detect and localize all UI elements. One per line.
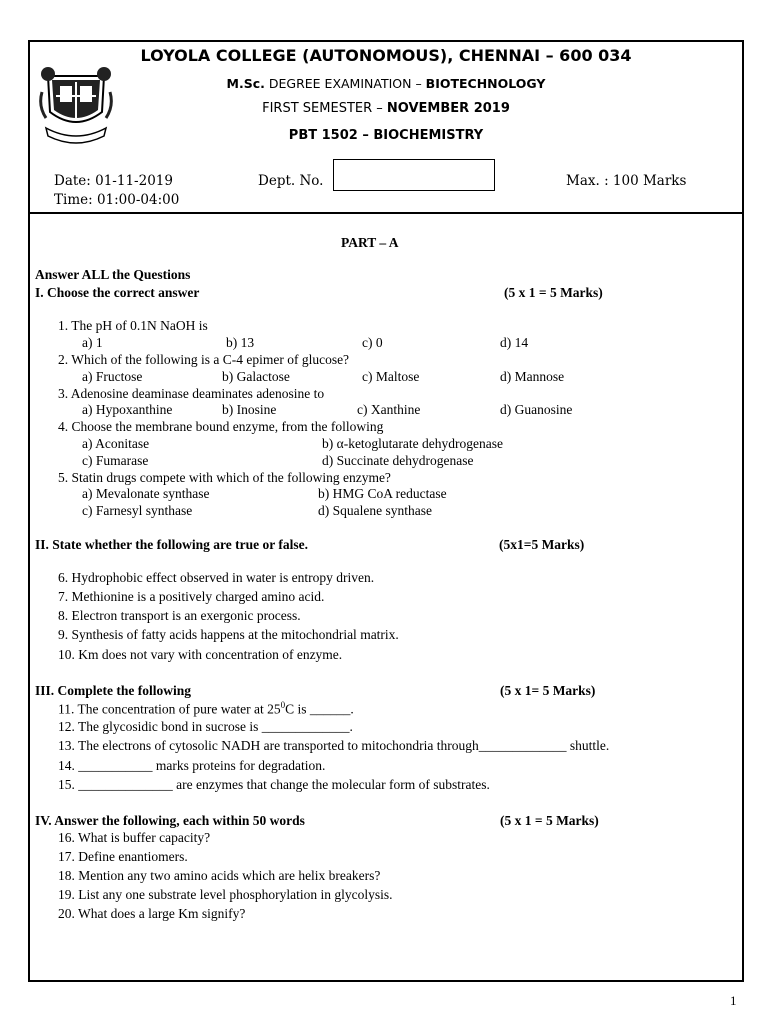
question-1: 1. The pH of 0.1N NaOH is	[58, 318, 208, 333]
q1-option-a: a) 1	[82, 335, 103, 350]
section-2-title: II. State whether the following are true or false.	[35, 537, 308, 552]
question-15: 15. ______________ are enzymes that change the molecular form of substrates.	[58, 777, 490, 792]
instruction: Answer ALL the Questions	[35, 267, 191, 282]
question-14: 14. ___________ marks proteins for degradation.	[58, 758, 326, 773]
section-4-title: IV. Answer the following, each within 50 words	[35, 813, 305, 828]
question-4: 4. Choose the membrane bound enzyme, from the following	[58, 419, 384, 434]
q5-option-c: c) Farnesyl synthase	[82, 503, 193, 518]
q2-option-b: b) Galactose	[222, 369, 290, 384]
degree-line: M.Sc. DEGREE EXAMINATION – BIOTECHNOLOGY	[226, 76, 546, 91]
q2-option-c: c) Maltose	[362, 369, 420, 384]
section-4-marks: (5 x 1 = 5 Marks)	[500, 813, 599, 828]
dept-label: Dept. No.	[258, 173, 324, 189]
q5-option-b: b) HMG CoA reductase	[318, 486, 447, 501]
section-1-marks: (5 x 1 = 5 Marks)	[504, 285, 603, 300]
q3-option-a: a) Hypoxanthine	[82, 402, 173, 417]
college-name: LOYOLA COLLEGE (AUTONOMOUS), CHENNAI – 600 034	[140, 46, 632, 65]
q4-option-b: b) α-ketoglutarate dehydrogenase	[322, 436, 503, 451]
question-10: 10. Km does not vary with concentration of enzyme.	[58, 647, 343, 662]
exam-time: Time: 01:00-04:00	[54, 192, 180, 208]
q3-option-c: c) Xanthine	[357, 402, 421, 417]
question-20: 20. What does a large Km signify?	[58, 906, 246, 921]
part-title: PART – A	[341, 235, 399, 250]
question-11: 11. The concentration of pure water at $25^0C$ is ______.	[58, 700, 354, 717]
question-9: 9. Synthesis of fatty acids happens at the mitochondrial matrix.	[58, 627, 399, 642]
q3-option-d: d) Guanosine	[500, 402, 573, 417]
course-title: PBT 1502 – BIOCHEMISTRY	[288, 128, 484, 143]
semester-line: FIRST SEMESTER – NOVEMBER 2019	[262, 101, 510, 116]
q1-option-b: b) 13	[226, 335, 255, 350]
q2-option-d: d) Mannose	[500, 369, 565, 384]
question-17: 17. Define enantiomers.	[58, 849, 188, 864]
dept-number-box[interactable]	[333, 159, 495, 191]
q4-option-d: d) Succinate dehydrogenase	[322, 453, 474, 468]
exam-header	[30, 42, 742, 214]
section-3-marks: (5 x 1= 5 Marks)	[500, 683, 596, 698]
page-number: 1	[730, 993, 737, 1008]
question-12: 12. The glycosidic bond in sucrose is _____________.	[58, 719, 353, 734]
q5-option-a: a) Mevalonate synthase	[82, 486, 210, 501]
question-16: 16. What is buffer capacity?	[58, 830, 211, 845]
question-6: 6. Hydrophobic effect observed in water is entropy driven.	[58, 570, 375, 585]
q4-option-c: c) Fumarase	[82, 453, 149, 468]
q2-option-a: a) Fructose	[82, 369, 143, 384]
q1-option-d: d) 14	[500, 335, 529, 350]
max-marks: Max. : 100 Marks	[566, 173, 687, 189]
q1-option-c: c) 0	[362, 335, 383, 350]
question-8: 8. Electron transport is an exergonic process.	[58, 608, 301, 623]
section-2-marks: (5x1=5 Marks)	[499, 537, 585, 552]
q4-option-a: a) Aconitase	[82, 436, 150, 451]
question-5: 5. Statin drugs compete with which of the following enzyme?	[58, 470, 391, 485]
section-1-title: I. Choose the correct answer	[35, 285, 200, 300]
section-3-title: III. Complete the following	[35, 683, 191, 698]
q3-option-b: b) Inosine	[222, 402, 277, 417]
question-7: 7. Methionine is a positively charged amino acid.	[58, 589, 325, 604]
question-13: 13. The electrons of cytosolic NADH are transported to mitochondria through_____________ shuttle.	[58, 738, 610, 753]
question-19: 19. List any one substrate level phosphorylation in glycolysis.	[58, 887, 393, 902]
q5-option-d: d) Squalene synthase	[318, 503, 432, 518]
exam-date: Date: 01-11-2019	[54, 173, 173, 189]
question-2: 2. Which of the following is a C-4 epimer of glucose?	[58, 352, 350, 367]
question-3: 3. Adenosine deaminase deaminates adenosine to	[58, 386, 325, 401]
question-18: 18. Mention any two amino acids which are helix breakers?	[58, 868, 381, 883]
